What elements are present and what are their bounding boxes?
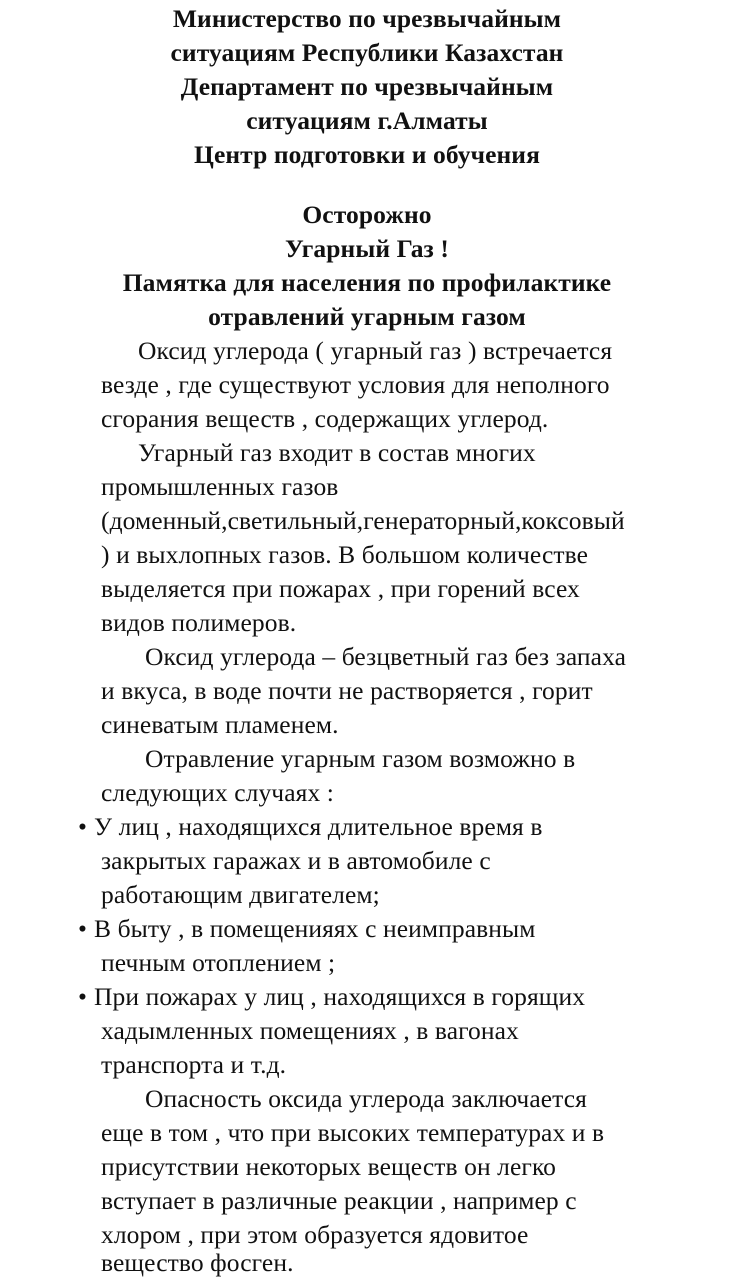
paragraph-line: Отравление угарным газом возможно в [145, 744, 576, 773]
paragraph-line: видов полимеров. [101, 608, 297, 637]
paragraph-line: хлором , при этом образуется ядовитое [101, 1220, 529, 1249]
paragraph-line: Оксид углерода ( угарный газ ) встречается [138, 336, 613, 365]
paragraph-line: еще в том , что при высоких температурах и в [101, 1118, 605, 1147]
paragraph-line: выделяется при пожарах , при горений всех [101, 574, 580, 603]
paragraph-line: синеватым пламенем. [101, 710, 339, 739]
bullet-marker: • [78, 982, 87, 1011]
paragraph-line: Угарный газ входит в состав многих [138, 438, 536, 467]
bullet-line: В быту , в помещенияях с неимправным [94, 914, 536, 943]
header-line: Министерство по чрезвычайным [172, 4, 562, 33]
paragraph-line: вещество фосген. [101, 1248, 294, 1277]
paragraph-line: промышленных газов [101, 472, 339, 501]
paragraph-line: сгорания веществ , содержащих углерод. [101, 404, 549, 433]
title-line: отравлений угарным газом [208, 302, 526, 331]
paragraph-line: и вкуса, в воде почти не растворяется , горит [101, 676, 593, 705]
paragraph-line: везде , где существуют условия для неполного [101, 370, 610, 399]
paragraph-line: (доменный,светильный,генераторный,коксовый [101, 506, 625, 535]
paragraph-line: Оксид углерода – безцветный газ без запаха [145, 642, 627, 671]
bullet-line: хадымленных помещениях , в вагонах [101, 1016, 519, 1045]
bullet-line: При пожарах у лиц , находящихся в горящих [94, 982, 586, 1011]
bullet-line: закрытых гаражах и в автомобиле с [101, 846, 491, 875]
title-line: Осторожно [302, 200, 432, 229]
header-line: ситуациям Республики Казахстан [170, 38, 564, 67]
header-line: ситуациям г.Алматы [246, 106, 488, 135]
bullet-marker: • [78, 812, 87, 841]
paragraph-line: вступает в различные реакции , например с [101, 1186, 577, 1215]
paragraph-line: ) и выхлопных газов. В большом количестве [101, 540, 589, 569]
bullet-line: работающим двигателем; [101, 880, 380, 909]
paragraph-line: присутствии некоторых веществ он легко [101, 1152, 557, 1181]
title-line: Памятка для населения по профилактике [122, 268, 612, 297]
bullet-line: транспорта и т.д. [101, 1050, 287, 1079]
bullet-marker: • [78, 914, 87, 943]
bullet-line: У лиц , находящихся длительное время в [94, 812, 543, 841]
title-line: Угарный Газ ! [285, 234, 449, 263]
paragraph-line: Опасность оксида углерода заключается [145, 1084, 587, 1113]
header-line: Центр подготовки и обучения [194, 140, 540, 169]
bullet-line: печным отоплением ; [101, 948, 336, 977]
paragraph-line: следующих случаях : [101, 778, 334, 807]
header-line: Департамент по чрезвычайным [180, 72, 554, 101]
